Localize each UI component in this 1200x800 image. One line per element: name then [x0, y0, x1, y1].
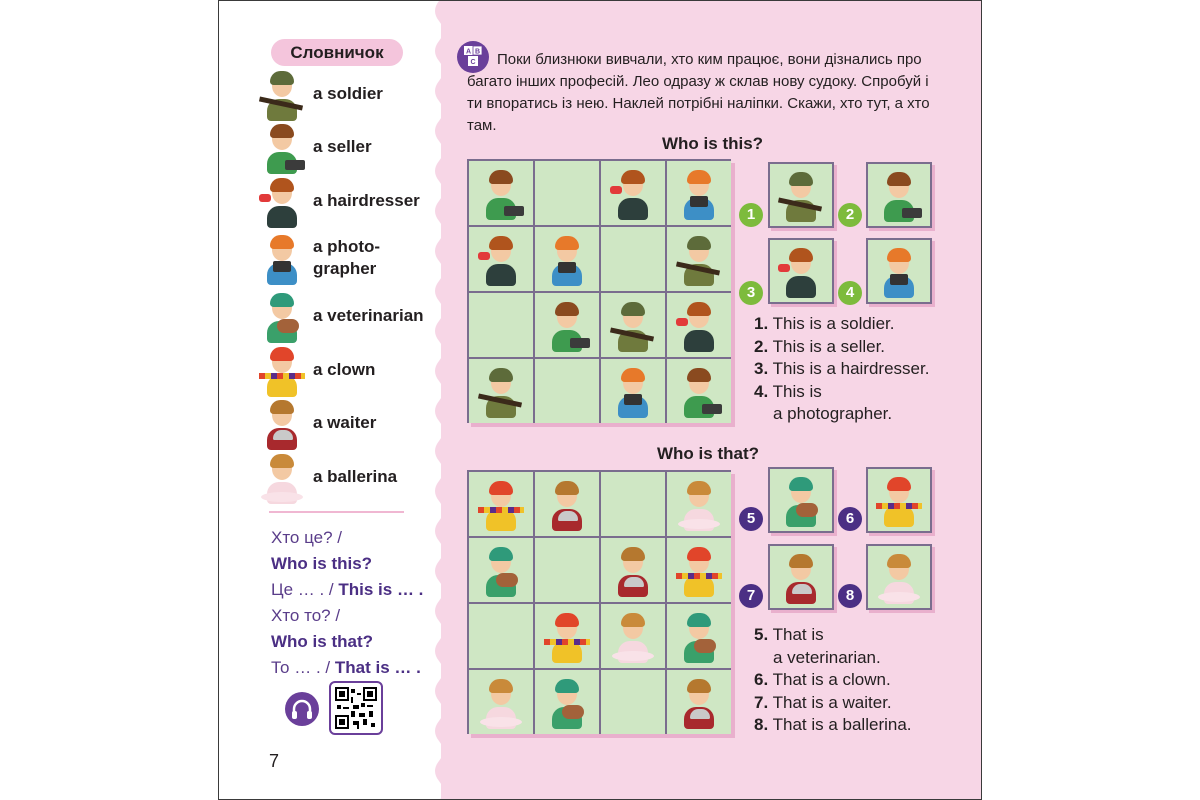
- abc-letter: A: [465, 48, 472, 56]
- answer-text-continued: a photographer.: [773, 404, 893, 423]
- answer-text: This is a seller.: [772, 336, 886, 356]
- waiter-icon: [778, 550, 824, 604]
- seller-icon: [676, 364, 722, 418]
- dictionary-word: a waiter: [313, 413, 377, 432]
- page-number: 7: [269, 751, 280, 771]
- sudoku-cell[interactable]: [601, 227, 665, 291]
- answer-line: [754, 714, 912, 737]
- hairdresser-icon: [778, 244, 824, 298]
- sticker-4[interactable]: [866, 238, 932, 304]
- sticker-7[interactable]: [768, 544, 834, 610]
- sudoku-cell[interactable]: [535, 161, 599, 225]
- sudoku-cell: [667, 359, 731, 423]
- photographer-icon: [876, 244, 922, 298]
- answer-line: [754, 692, 912, 715]
- answer-text: This is: [772, 381, 822, 401]
- veterinarian-icon: [778, 473, 824, 527]
- photographer-icon: [676, 166, 722, 220]
- sticker-8[interactable]: [866, 544, 932, 610]
- qr-code-icon[interactable]: [329, 681, 383, 735]
- answer-number: 1.: [754, 314, 769, 333]
- ballerina-icon: [610, 609, 656, 663]
- dictionary-word: a clown: [313, 360, 376, 379]
- dictionary-item: [255, 345, 445, 395]
- ballerina-icon: [259, 450, 305, 504]
- sudoku-cell: [535, 472, 599, 536]
- waiter-icon: [259, 396, 305, 450]
- phrase-answer: [271, 577, 423, 603]
- veterinarian-icon: [544, 675, 590, 729]
- waiter-icon: [610, 543, 656, 597]
- answer-text: This is a hairdresser.: [772, 359, 930, 378]
- waiter-icon: [676, 675, 722, 729]
- sudoku-cell: [535, 227, 599, 291]
- sudoku-cell[interactable]: [601, 472, 665, 536]
- sudoku-cell[interactable]: [469, 293, 533, 357]
- hairdresser-icon: [259, 174, 305, 228]
- dictionary-item: [255, 452, 445, 502]
- soldier-icon: [610, 298, 656, 352]
- dictionary-column: [219, 1, 439, 800]
- clown-icon: [544, 609, 590, 663]
- sudoku-cell: [469, 359, 533, 423]
- answer-text: This is a soldier.: [772, 314, 895, 333]
- number-badge: 8: [838, 584, 862, 608]
- abc-letter: C: [470, 59, 476, 66]
- clown-icon: [478, 477, 524, 531]
- sudoku-cell: [601, 538, 665, 602]
- sudoku-cell: [601, 293, 665, 357]
- sticker-1[interactable]: [768, 162, 834, 228]
- headphones-icon[interactable]: [285, 692, 319, 726]
- sudoku-cell: [667, 538, 731, 602]
- sudoku-cell: [535, 293, 599, 357]
- sticker-2[interactable]: [866, 162, 932, 228]
- soldier-icon: [259, 67, 305, 121]
- number-badge: 6: [838, 507, 862, 531]
- sudoku-cell[interactable]: [469, 604, 533, 668]
- sudoku-cell: [601, 359, 665, 423]
- answer-number: 4.: [754, 381, 769, 401]
- dictionary-item: [255, 291, 445, 341]
- dictionary-item: [255, 122, 445, 172]
- clown-icon: [259, 343, 305, 397]
- seller-icon: [259, 120, 305, 174]
- ballerina-icon: [255, 452, 309, 502]
- phrases-block: [271, 525, 423, 681]
- hairdresser-icon: [255, 176, 309, 226]
- seller-icon: [876, 168, 922, 222]
- answers-list-2: [754, 624, 912, 737]
- workbook-page: [218, 0, 982, 800]
- answer-number: 3.: [754, 359, 769, 378]
- sudoku-cell: [469, 472, 533, 536]
- phrase-question-en: Who is that?: [271, 632, 373, 651]
- dictionary-item: [255, 69, 445, 119]
- soldier-icon: [676, 232, 722, 286]
- phrase-question-ua: Хто то? /: [271, 606, 341, 625]
- seller-icon: [478, 166, 524, 220]
- number-badge: 5: [739, 507, 763, 531]
- photographer-icon: [610, 364, 656, 418]
- hairdresser-icon: [610, 166, 656, 220]
- ballerina-icon: [676, 477, 722, 531]
- answer-number: 6.: [754, 670, 769, 689]
- answer-line: [754, 381, 929, 404]
- answer-text: That is a waiter.: [772, 692, 892, 712]
- waiter-icon: [255, 398, 309, 448]
- photographer-icon: [255, 233, 309, 283]
- veterinarian-icon: [259, 289, 305, 343]
- sudoku-cell: [601, 161, 665, 225]
- sudoku-cell: [667, 472, 731, 536]
- seller-icon: [544, 298, 590, 352]
- dictionary-word: [313, 236, 380, 280]
- sticker-3[interactable]: [768, 238, 834, 304]
- number-badge: 7: [739, 584, 763, 608]
- clown-icon: [876, 473, 922, 527]
- dictionary-word: a seller: [313, 137, 372, 156]
- seller-icon: [255, 122, 309, 172]
- phrase-answer: [271, 655, 423, 681]
- sudoku-cell: [469, 161, 533, 225]
- answer-text: That is a ballerina.: [772, 715, 912, 734]
- veterinarian-icon: [676, 609, 722, 663]
- dictionary-word-line: a photo-: [313, 237, 381, 256]
- number-badge: 3: [739, 281, 763, 305]
- answer-line: [754, 313, 929, 336]
- answer-number: 2.: [754, 336, 769, 356]
- photographer-icon: [259, 231, 305, 285]
- answer-text: That is a clown.: [772, 670, 891, 689]
- sudoku-cell[interactable]: [601, 670, 665, 734]
- sudoku-cell[interactable]: [535, 538, 599, 602]
- phrase-answer-en: That is … .: [334, 658, 421, 677]
- number-badge: 4: [838, 281, 862, 305]
- answers-list-1: [754, 313, 929, 426]
- ballerina-icon: [478, 675, 524, 729]
- answer-line: [754, 669, 912, 692]
- sudoku-cell: [535, 670, 599, 734]
- sudoku-cell: [667, 161, 731, 225]
- sudoku-cell: [469, 670, 533, 734]
- sticker-6[interactable]: [866, 467, 932, 533]
- section-title-that: Who is that?: [657, 444, 759, 463]
- answer-text-continued: a veterinarian.: [773, 647, 881, 667]
- dictionary-word: a hairdresser: [313, 191, 420, 210]
- dictionary-word: a ballerina: [313, 467, 398, 486]
- veterinarian-icon: [478, 543, 524, 597]
- dictionary-item: [255, 233, 445, 283]
- waiter-icon: [544, 477, 590, 531]
- sudoku-cell: [601, 604, 665, 668]
- phrase-question-ua: Хто це? /: [271, 528, 343, 547]
- abc-letter: B: [474, 48, 481, 56]
- sudoku-cell: [535, 604, 599, 668]
- sudoku-cell: [667, 293, 731, 357]
- phrase-question-en: Who is this?: [271, 554, 373, 573]
- answer-text: That is: [772, 625, 824, 644]
- sticker-5[interactable]: [768, 467, 834, 533]
- phrase-answer-ua: То … . /: [271, 658, 335, 677]
- sudoku-grid-1: [467, 159, 731, 423]
- section-title-this: Who is this?: [662, 134, 764, 153]
- sudoku-cell[interactable]: [535, 359, 599, 423]
- soldier-icon: [255, 69, 309, 119]
- hairdresser-icon: [676, 298, 722, 352]
- soldier-icon: [478, 364, 524, 418]
- number-badge: 1: [739, 203, 763, 227]
- dictionary-item: [255, 176, 445, 226]
- divider: [269, 511, 404, 513]
- answer-line: [754, 358, 929, 381]
- clown-icon: [676, 543, 722, 597]
- dictionary-item: [255, 398, 445, 448]
- answer-number: 8.: [754, 715, 769, 734]
- phrase-answer-en: This is … .: [338, 580, 424, 599]
- answer-line: [754, 336, 929, 359]
- sudoku-cell: [469, 538, 533, 602]
- sudoku-cell: [667, 227, 731, 291]
- veterinarian-icon: [255, 291, 309, 341]
- ballerina-icon: [876, 550, 922, 604]
- answer-number: 5.: [754, 625, 769, 644]
- answer-line: [754, 624, 912, 647]
- sudoku-cell: [667, 604, 731, 668]
- soldier-icon: [778, 168, 824, 222]
- photographer-icon: [544, 232, 590, 286]
- sudoku-cell: [469, 227, 533, 291]
- instruction-text: Поки близнюки вивчали, хто ким працює, вони дізнались про багато інших професій. Лео одразу ж склав нову судоку. Спробуй і ти впоратись із нею. Наклей потрібні наліпки. Скажи, хто тут, а хто там.: [467, 51, 930, 134]
- sudoku-grid-2: [467, 470, 731, 734]
- hairdresser-icon: [478, 232, 524, 286]
- clown-icon: [255, 345, 309, 395]
- dictionary-word-line: grapher: [313, 259, 377, 278]
- answer-number: 7.: [754, 692, 769, 712]
- dictionary-title: Словничок: [271, 39, 403, 66]
- number-badge: 2: [838, 203, 862, 227]
- sudoku-cell: [667, 670, 731, 734]
- dictionary-word: a soldier: [313, 84, 383, 103]
- dictionary-word: a veterinarian: [313, 306, 424, 325]
- phrase-answer-ua: Це … . /: [271, 580, 339, 599]
